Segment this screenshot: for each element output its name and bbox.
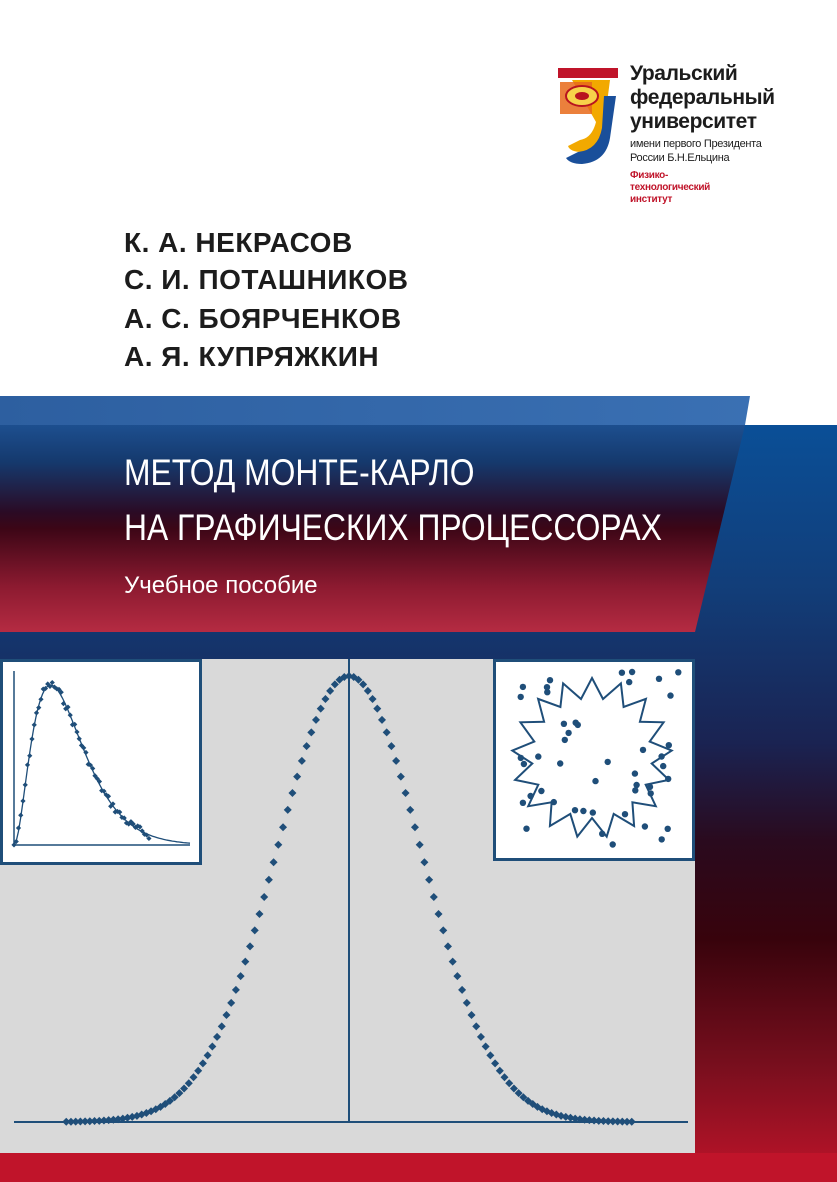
scatter-point: [523, 826, 529, 832]
institute-name-line: Физико-: [630, 170, 669, 181]
scatter-point: [629, 669, 635, 675]
gaussian-point: [199, 1059, 207, 1067]
author-name: С. И. ПОТАШНИКОВ: [124, 264, 409, 295]
scatter-point: [561, 721, 567, 727]
scatter-point: [632, 770, 638, 776]
institute-name-line: технологический: [630, 182, 711, 193]
book-title-line: НА ГРАФИЧЕСКИХ ПРОЦЕССОРАХ: [124, 507, 662, 548]
gaussian-point: [326, 687, 334, 695]
scatter-point: [518, 694, 524, 700]
gaussian-point: [449, 958, 457, 966]
gaussian-point: [265, 876, 273, 884]
gaussian-point: [307, 728, 315, 736]
gaussian-point: [373, 705, 381, 713]
scatter-point: [648, 790, 654, 796]
university-subtitle-line: России Б.Н.Ельцина: [630, 152, 730, 164]
scatter-point: [640, 747, 646, 753]
gaussian-point: [501, 1073, 509, 1081]
scatter-point: [619, 670, 625, 676]
scatter-point: [626, 679, 632, 685]
gaussian-point: [251, 926, 259, 934]
gaussian-point: [321, 695, 329, 703]
star-scatter-icon: [493, 659, 695, 861]
gaussian-point: [402, 789, 410, 797]
scatter-point: [599, 831, 605, 837]
gaussian-point: [392, 757, 400, 765]
gaussian-point: [411, 823, 419, 831]
scatter-point: [547, 677, 553, 683]
scatter-point: [647, 784, 653, 790]
gaussian-point: [453, 972, 461, 980]
author-name: А. Я. КУПРЯЖКИН: [124, 341, 380, 372]
scatter-point: [660, 763, 666, 769]
scatter-point: [518, 755, 524, 761]
gaussian-point: [378, 716, 386, 724]
gaussian-point: [303, 742, 311, 750]
gaussian-point: [312, 716, 320, 724]
gaussian-point: [458, 986, 466, 994]
scatter-point: [562, 737, 568, 743]
university-subtitle-line: имени первого Президента: [630, 138, 762, 150]
gaussian-point: [279, 823, 287, 831]
gaussian-point: [364, 687, 372, 695]
gaussian-point: [496, 1067, 504, 1075]
author-name: А. С. БОЯРЧЕНКОВ: [124, 303, 402, 334]
university-name-line: федеральный: [630, 86, 775, 109]
scatter-point: [580, 808, 586, 814]
gaussian-point: [222, 1011, 230, 1019]
scatter-point: [535, 753, 541, 759]
gaussian-point: [218, 1022, 226, 1030]
university-name: [630, 62, 830, 134]
gaussian-point: [463, 999, 471, 1007]
gaussian-point: [189, 1073, 197, 1081]
gaussian-point: [628, 1118, 636, 1126]
gaussian-point: [486, 1051, 494, 1059]
urfu-logo-icon: [552, 66, 624, 166]
book-title-line: МЕТОД МОНТЕ-КАРЛО: [124, 452, 475, 493]
gaussian-point: [317, 705, 325, 713]
gaussian-point: [208, 1043, 216, 1051]
scatter-point: [659, 836, 665, 842]
gaussian-point: [425, 876, 433, 884]
scatter-point: [551, 799, 557, 805]
author-name: К. А. НЕКРАСОВ: [124, 227, 353, 258]
scatter-point: [665, 826, 671, 832]
institute-name-line: институт: [630, 194, 673, 205]
scatter-point: [675, 669, 681, 675]
gaussian-point: [288, 789, 296, 797]
scatter-point: [521, 761, 527, 767]
university-name-line: Уральский: [630, 62, 738, 85]
scatter-point: [632, 787, 638, 793]
scatter-point: [590, 809, 596, 815]
gaussian-point: [397, 773, 405, 781]
gaussian-point: [505, 1079, 513, 1087]
gaussian-point: [293, 773, 301, 781]
gaussian-point: [482, 1043, 490, 1051]
gaussian-point: [213, 1033, 221, 1041]
scatter-point: [667, 692, 673, 698]
scatter-point: [605, 759, 611, 765]
gaussian-point: [237, 972, 245, 980]
decay-plot-icon: [0, 659, 202, 865]
gaussian-point: [369, 695, 377, 703]
scatter-point: [592, 778, 598, 784]
scatter-point: [557, 760, 563, 766]
scatter-point: [573, 720, 579, 726]
scatter-point: [656, 676, 662, 682]
university-subtitle: [630, 137, 830, 165]
scatter-point: [538, 788, 544, 794]
gaussian-point: [246, 942, 254, 950]
gaussian-point: [227, 999, 235, 1007]
gaussian-point: [420, 858, 428, 866]
gaussian-point: [468, 1011, 476, 1019]
gaussian-point: [406, 806, 414, 814]
scatter-point: [520, 684, 526, 690]
institute-name: [630, 170, 780, 206]
gaussian-point: [255, 910, 263, 918]
gaussian-point: [416, 841, 424, 849]
gaussian-point: [284, 806, 292, 814]
scatter-point: [633, 782, 639, 788]
scatter-point: [622, 811, 628, 817]
scatter-point: [520, 800, 526, 806]
gaussian-point: [439, 926, 447, 934]
scatter-point: [565, 730, 571, 736]
scatter-point: [658, 753, 664, 759]
book-subtitle: Учебное пособие: [124, 572, 318, 599]
gaussian-point: [491, 1059, 499, 1067]
university-name-line: университет: [630, 110, 757, 133]
gaussian-point: [472, 1022, 480, 1030]
gaussian-point: [260, 893, 268, 901]
scatter-point: [572, 807, 578, 813]
scatter-point: [610, 841, 616, 847]
scatter-point: [665, 776, 671, 782]
gaussian-point: [477, 1033, 485, 1041]
scatter-point: [666, 742, 672, 748]
scatter-point: [527, 793, 533, 799]
gaussian-point: [204, 1051, 212, 1059]
gaussian-point: [435, 910, 443, 918]
gaussian-point: [298, 757, 306, 765]
scatter-point: [642, 823, 648, 829]
gaussian-point: [185, 1079, 193, 1087]
gaussian-point: [383, 728, 391, 736]
gaussian-point: [387, 742, 395, 750]
gaussian-point: [270, 858, 278, 866]
gaussian-point: [430, 893, 438, 901]
gaussian-point: [232, 986, 240, 994]
gaussian-point: [274, 841, 282, 849]
gaussian-point: [241, 958, 249, 966]
gaussian-point: [444, 942, 452, 950]
gaussian-point: [194, 1067, 202, 1075]
scatter-point: [544, 689, 550, 695]
